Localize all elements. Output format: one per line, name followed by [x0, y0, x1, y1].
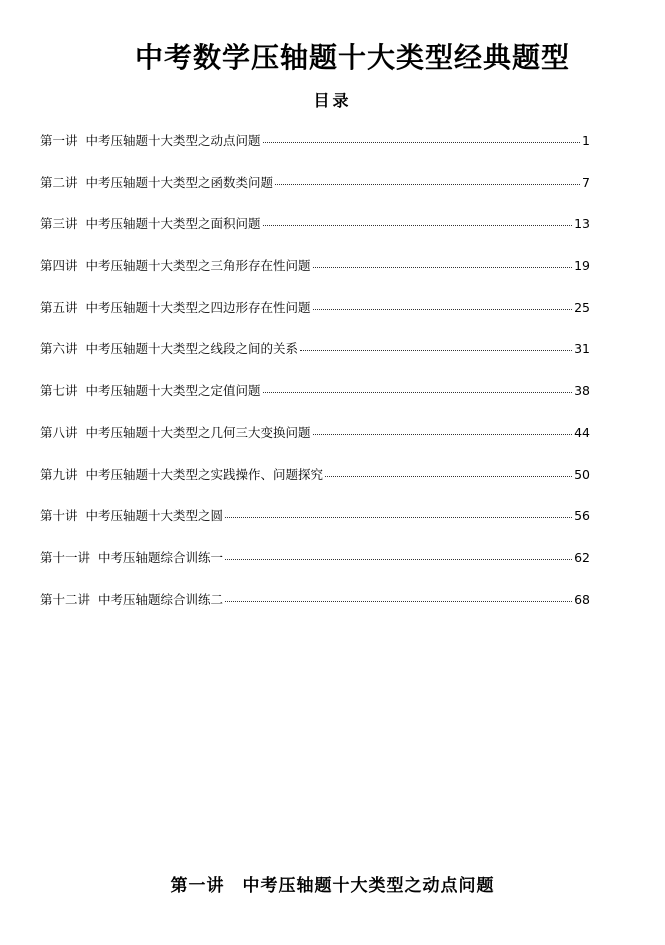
toc-dot-leader [325, 476, 572, 477]
toc-entry-5[interactable] [40, 298, 590, 340]
table-of-contents [40, 131, 590, 631]
toc-entry-label [40, 465, 323, 485]
toc-chapter: 第十讲 [40, 508, 78, 524]
toc-heading: 目录 [313, 91, 352, 110]
toc-dot-leader [263, 392, 573, 393]
toc-title: 中考压轴题十大类型之动点问题 [85, 133, 261, 148]
toc-title: 中考压轴题十大类型之圆 [85, 508, 224, 524]
toc-dot-leader [313, 267, 573, 268]
toc-chapter: 第十一讲 [40, 549, 91, 565]
toc-page-number: 7 [582, 174, 590, 190]
toc-entry-label [40, 131, 261, 151]
section-chapter: 第一讲 [170, 876, 225, 896]
toc-title: 中考压轴题综合训练二 [98, 591, 224, 607]
toc-page-number: 38 [574, 383, 590, 399]
toc-entry-2[interactable] [40, 173, 590, 215]
toc-title: 中考压轴题十大类型之函数类问题 [85, 174, 274, 190]
toc-title: 中考压轴题十大类型之四边形存在性问题 [85, 299, 311, 315]
toc-chapter: 第四讲 [40, 258, 78, 274]
toc-entry-label [40, 339, 298, 359]
toc-entry-label [40, 423, 311, 443]
toc-chapter: 第二讲 [40, 174, 78, 190]
toc-dot-leader [225, 517, 572, 518]
toc-page-number: 44 [574, 424, 590, 440]
toc-dot-leader [275, 184, 580, 185]
toc-chapter: 第九讲 [40, 466, 78, 482]
toc-chapter: 第八讲 [40, 424, 78, 440]
toc-dot-leader [300, 350, 572, 351]
toc-title: 中考压轴题十大类型之面积问题 [85, 216, 261, 232]
toc-entry-label [40, 298, 311, 318]
document-title: 中考数学压轴题十大类型经典题型 [134, 41, 570, 74]
toc-title: 中考压轴题十大类型之线段之间的关系 [85, 341, 299, 357]
toc-dot-leader [313, 434, 573, 435]
toc-chapter: 第三讲 [40, 216, 78, 232]
toc-chapter: 第五讲 [40, 299, 78, 315]
toc-entry-label [40, 548, 223, 568]
toc-page-number: 25 [574, 299, 590, 315]
toc-entry-9[interactable] [40, 465, 590, 507]
toc-dot-leader [263, 225, 573, 226]
toc-chapter: 第七讲 [40, 383, 78, 399]
toc-entry-6[interactable] [40, 339, 590, 381]
toc-entry-11[interactable] [40, 548, 590, 590]
toc-entry-label [40, 214, 261, 234]
toc-dot-leader [225, 559, 572, 560]
toc-entry-3[interactable] [40, 214, 590, 256]
toc-page-number: 19 [574, 258, 590, 274]
toc-chapter: 第十二讲 [40, 591, 91, 607]
toc-title: 中考压轴题十大类型之实践操作、问题探究 [85, 466, 324, 482]
toc-page-number: 56 [574, 508, 590, 524]
toc-page-number: 50 [574, 466, 590, 482]
toc-entry-12[interactable] [40, 590, 590, 632]
toc-title: 中考压轴题十大类型之定值问题 [85, 383, 261, 399]
toc-entry-10[interactable] [40, 506, 590, 548]
toc-entry-8[interactable] [40, 423, 590, 465]
toc-entry-label [40, 173, 273, 193]
toc-entry-label [40, 506, 223, 526]
toc-dot-leader [263, 142, 581, 143]
section-title: 中考压轴题十大类型之动点问题 [242, 876, 495, 896]
toc-entry-label [40, 381, 261, 401]
toc-page-number: 31 [574, 341, 590, 357]
toc-chapter: 第六讲 [40, 341, 78, 357]
toc-dot-leader [313, 309, 573, 310]
section-heading [0, 874, 665, 898]
toc-title: 中考压轴题综合训练一 [98, 549, 224, 565]
toc-page-number: 62 [574, 549, 590, 565]
toc-page-number: 13 [574, 216, 590, 232]
toc-entry-label [40, 590, 223, 610]
toc-entry-7[interactable] [40, 381, 590, 423]
toc-entry-1[interactable] [40, 131, 590, 173]
toc-entry-4[interactable] [40, 256, 590, 298]
toc-page-number: 1 [582, 133, 590, 148]
toc-title: 中考压轴题十大类型之三角形存在性问题 [85, 258, 311, 274]
toc-entry-label [40, 256, 311, 276]
toc-chapter: 第一讲 [40, 133, 78, 148]
toc-page-number: 68 [574, 591, 590, 607]
toc-dot-leader [225, 601, 572, 602]
toc-title: 中考压轴题十大类型之几何三大变换问题 [85, 424, 311, 440]
